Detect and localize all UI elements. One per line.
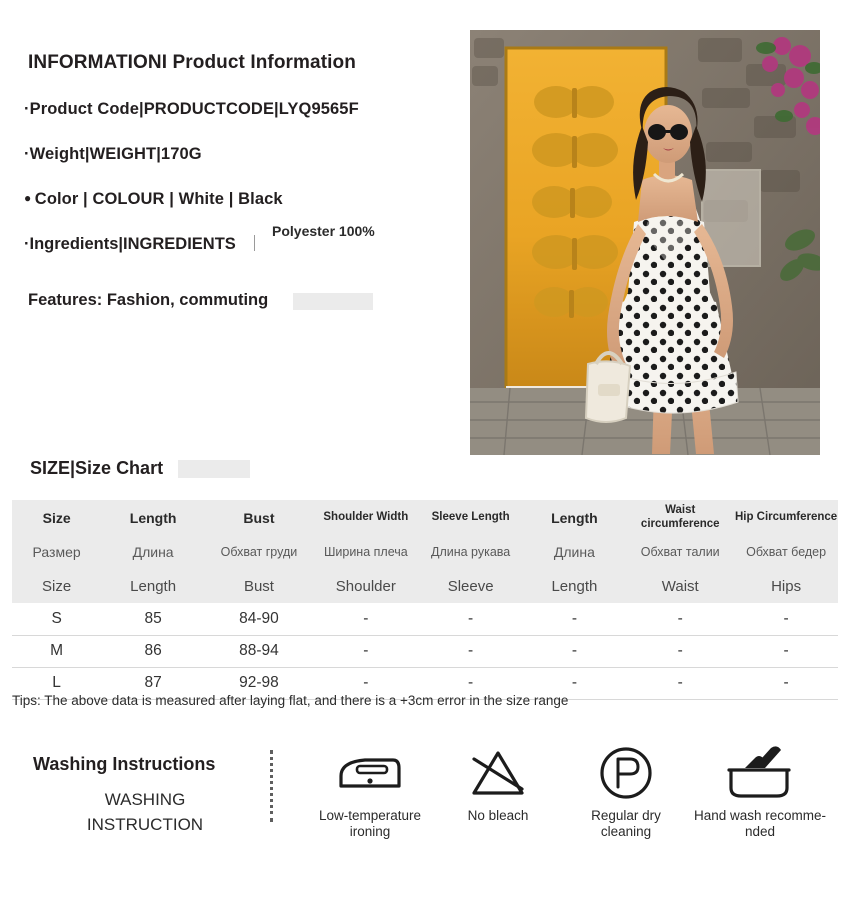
information-title: INFORMATIONI Product Information bbox=[28, 52, 356, 73]
cell: 84-90 bbox=[205, 603, 313, 635]
cell: - bbox=[313, 635, 419, 667]
size-chart-title-highlight bbox=[178, 460, 250, 478]
size-chart-tips: Tips: The above data is measured after laying flat, and there is a +3cm error in the size range bbox=[12, 693, 569, 708]
washing-subtitle-line2: INSTRUCTION bbox=[86, 814, 204, 834]
size-chart-table bbox=[12, 500, 838, 700]
ingredients-value: Polyester 100% bbox=[272, 223, 375, 239]
wash-label: No bleach bbox=[467, 808, 529, 823]
information-section bbox=[0, 52, 470, 310]
header-cell-en: Bust bbox=[205, 569, 313, 603]
features-line bbox=[28, 291, 470, 310]
washing-subtitle-line1: WASHING bbox=[104, 790, 186, 809]
cell: - bbox=[626, 603, 734, 635]
cell: - bbox=[523, 667, 627, 699]
cell: 88-94 bbox=[205, 635, 313, 667]
features-highlight bbox=[293, 293, 373, 310]
wash-label: Hand wash recomme- nded bbox=[693, 808, 827, 840]
header-cell: Shoulder Width bbox=[313, 500, 419, 535]
hand-wash-icon bbox=[680, 742, 840, 804]
header-cell-en: Length bbox=[523, 569, 627, 603]
cell: 86 bbox=[101, 635, 205, 667]
weight-line: · Weight|WEIGHT|170G bbox=[24, 145, 470, 164]
cell: - bbox=[313, 667, 419, 699]
product-code-line: · Product Code|PRODUCTCODE|LYQ9565F bbox=[24, 100, 470, 119]
wash-label: Regular dry cleaning bbox=[591, 808, 661, 840]
cell: - bbox=[313, 603, 419, 635]
cell: 85 bbox=[101, 603, 205, 635]
header-cell-en: Length bbox=[101, 569, 205, 603]
wash-item-no-bleach bbox=[428, 742, 568, 824]
washing-instructions-subtitle bbox=[55, 788, 235, 837]
cell: 87 bbox=[101, 667, 205, 699]
color-line: ● Color | COLOUR | White | Black bbox=[24, 190, 470, 209]
dry-clean-icon bbox=[556, 742, 696, 804]
cell: - bbox=[419, 667, 523, 699]
cell: S bbox=[12, 603, 101, 635]
wash-item-hand-wash bbox=[680, 742, 840, 840]
no-bleach-icon bbox=[428, 742, 568, 804]
features-text: Features: Fashion, commuting bbox=[28, 291, 269, 309]
cell: - bbox=[626, 635, 734, 667]
size-chart-title: SIZE|Size Chart bbox=[30, 458, 164, 478]
header-cell: Length bbox=[101, 500, 205, 535]
header-cell: Waist circumference bbox=[626, 500, 734, 535]
header-cell: Bust bbox=[205, 500, 313, 535]
cell: - bbox=[734, 603, 838, 635]
header-cell-en: Shoulder bbox=[313, 569, 419, 603]
cell: - bbox=[523, 635, 627, 667]
header-cell-ru: Длина bbox=[101, 535, 205, 569]
header-cell-ru: Размер bbox=[12, 535, 101, 569]
table-row bbox=[12, 635, 838, 667]
cell: M bbox=[12, 635, 101, 667]
header-cell: Size bbox=[12, 500, 101, 535]
cell: 92-98 bbox=[205, 667, 313, 699]
cell: - bbox=[419, 635, 523, 667]
ingredients-label: ·Ingredients|INGREDIENTS bbox=[24, 235, 236, 253]
product-photo bbox=[470, 30, 820, 455]
ingredients-divider bbox=[254, 235, 255, 251]
cell: - bbox=[734, 667, 838, 699]
washing-divider bbox=[270, 750, 273, 822]
ingredients-row bbox=[24, 223, 470, 269]
cell: L bbox=[12, 667, 101, 699]
wash-item-dry-clean bbox=[556, 742, 696, 840]
header-cell-ru: Обхват груди bbox=[205, 535, 313, 569]
header-cell-ru: Обхват талии bbox=[626, 535, 734, 569]
cell: - bbox=[734, 635, 838, 667]
header-cell-en: Hips bbox=[734, 569, 838, 603]
header-cell-ru: Обхват бедер bbox=[734, 535, 838, 569]
iron-icon bbox=[300, 742, 440, 804]
header-cell-en: Size bbox=[12, 569, 101, 603]
washing-instructions-title: Washing Instructions bbox=[33, 754, 216, 774]
cell: - bbox=[523, 603, 627, 635]
wash-item-ironing bbox=[300, 742, 440, 840]
header-cell: Hip Circumference bbox=[734, 500, 838, 535]
table-header-row-ru bbox=[12, 535, 838, 569]
header-cell: Sleeve Length bbox=[419, 500, 523, 535]
wash-label: Low-temperature ironing bbox=[318, 808, 422, 840]
table-header-row-en bbox=[12, 569, 838, 603]
cell: - bbox=[626, 667, 734, 699]
header-cell-en: Sleeve bbox=[419, 569, 523, 603]
header-cell-en: Waist bbox=[626, 569, 734, 603]
header-cell-ru: Длина bbox=[523, 535, 627, 569]
header-cell-ru: Длина рукава bbox=[419, 535, 523, 569]
cell: - bbox=[419, 603, 523, 635]
header-cell: Length bbox=[523, 500, 627, 535]
table-row bbox=[12, 603, 838, 635]
table-header-row-en-top bbox=[12, 500, 838, 535]
header-cell-ru: Ширина плеча bbox=[313, 535, 419, 569]
